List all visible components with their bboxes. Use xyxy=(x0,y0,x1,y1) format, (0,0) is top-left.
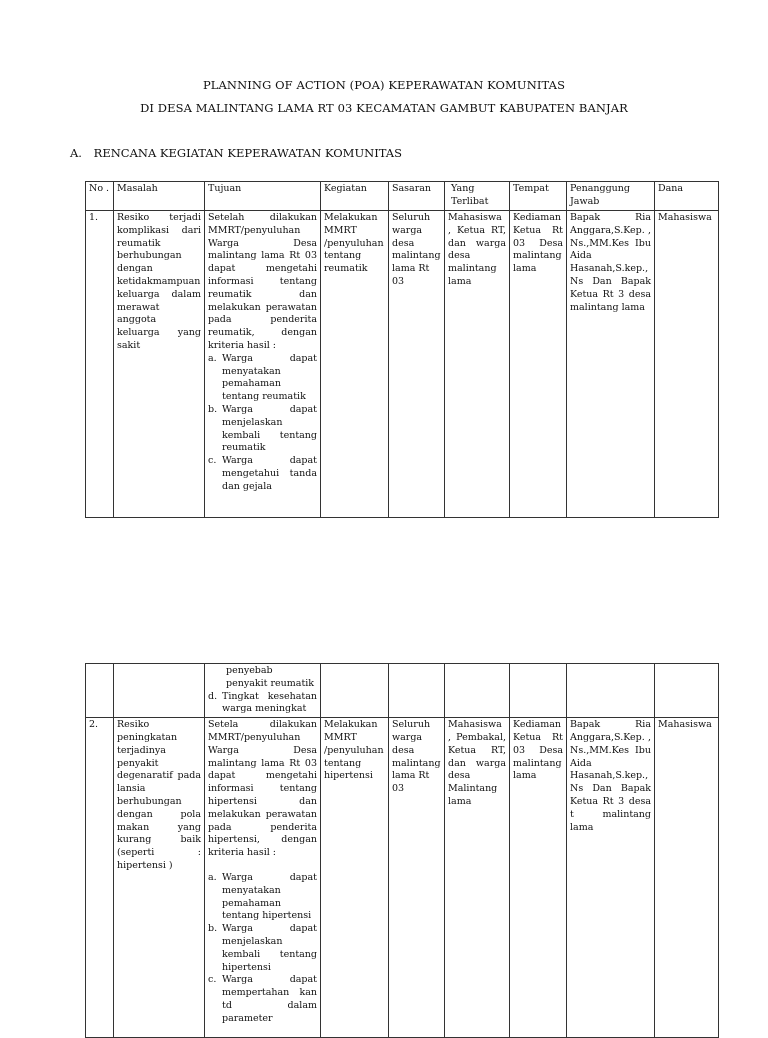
cell-tujuan xyxy=(205,211,321,518)
table-row xyxy=(86,211,719,518)
cell-kegiatan: Melakukan MMRT /penyuluhan tentang hipertensi xyxy=(321,718,389,1038)
table-row xyxy=(86,718,719,1038)
criteria-list xyxy=(208,872,317,1026)
header-cell-no: No . xyxy=(86,182,114,211)
cell-sasaran: Seluruh warga desa malintang lama Rt 03 xyxy=(389,718,445,1038)
empty-cell xyxy=(321,664,389,718)
criteria-item: d. Tingkat kesehatan warga meningkat xyxy=(208,690,317,715)
criteria-item: c. Warga dapat mengetahui tanda dan gejala xyxy=(208,455,317,492)
criteria-list xyxy=(208,353,317,404)
cell-tujuan-continued xyxy=(205,664,321,718)
criteria-continued: penyebab penyakit reumatik xyxy=(226,665,315,689)
header-cell-dana: Dana xyxy=(655,182,719,211)
cell-masalah: Resiko terjadi komplikasi dari reumatik berhubungan dengan ketidakmampuan keluarga dalam merawat anggota keluarga yang sakit xyxy=(114,211,205,518)
cell-tempat: Kediaman Ketua Rt 03 Desa malintang lama xyxy=(510,211,567,518)
header-cell-tujuan: Tujuan xyxy=(205,182,321,211)
cell-yang-terlibat: Mahasiswa , Ketua RT, dan warga desa malintang lama xyxy=(445,211,510,518)
cell-sasaran: Seluruh warga desa malintang lama Rt 03 xyxy=(389,211,445,518)
tujuan-intro: Setelah dilakukan MMRT/penyuluhan Warga Desa malintang lama Rt 03 dapat mengetahi informasi tentang reumatik dan melakukan perawatan pada penderita reumatik, dengan kriteria hasil : xyxy=(208,212,317,351)
empty-cell xyxy=(86,664,114,718)
header-cell-kegiatan: Kegiatan xyxy=(321,182,389,211)
empty-cell xyxy=(567,664,655,718)
cell-masalah: Resiko peningkatan terjadinya penyakit degenaratif pada lansia berhubungan dengan pola makan yang kurang baik (seperti : hipertensi ) xyxy=(114,718,205,1038)
header-cell-penanggung-jawab: Penanggung Jawab xyxy=(567,182,655,211)
cell-penanggung-jawab: Bapak Ria Anggara,S.Kep. , Ns.,MM.Kes Ibu Aida Hasanah,S.kep., Ns Dan Bapak Ketua Rt 3 desa t malintang lama xyxy=(567,718,655,1038)
cell-tujuan xyxy=(205,718,321,1038)
criteria-item: b. Warga dapat menjelaskan kembali tentang hipertensi xyxy=(208,923,317,973)
section-title: RENCANA KEGIATAN KEPERAWATAN KOMUNITAS xyxy=(93,146,402,160)
section-heading xyxy=(70,146,402,160)
poa-table-continued xyxy=(85,663,719,1038)
criteria-item: b. Warga dapat menjelaskan kembali tentang reumatik xyxy=(208,403,317,454)
empty-cell xyxy=(510,664,567,718)
cell-dana: Mahasiswa xyxy=(655,211,719,518)
table-row-continuation xyxy=(86,664,719,718)
cell-no: 2. xyxy=(86,718,114,1038)
cell-yang-terlibat: Mahasiswa , Pembakal, Ketua RT, dan warga desa Malintang lama xyxy=(445,718,510,1038)
document-subtitle: DI DESA MALINTANG LAMA RT 03 KECAMATAN GAMBUT KABUPATEN BANJAR xyxy=(140,101,628,115)
cell-dana: Mahasiswa xyxy=(655,718,719,1038)
cell-no: 1. xyxy=(86,211,114,518)
document-title: PLANNING OF ACTION (POA) KEPERAWATAN KOMUNITAS xyxy=(202,78,566,92)
header-cell-masalah: Masalah xyxy=(114,182,205,211)
header-cell-tempat: Tempat xyxy=(510,182,567,211)
cell-penanggung-jawab: Bapak Ria Anggara,S.Kep. , Ns.,MM.Kes Ibu Aida Hasanah,S.kep., Ns Dan Bapak Ketua Rt 3 desa malintang lama xyxy=(567,211,655,518)
criteria-list xyxy=(208,691,317,717)
empty-cell xyxy=(445,664,510,718)
empty-cell xyxy=(389,664,445,718)
empty-cell xyxy=(655,664,719,718)
empty-cell xyxy=(114,664,205,718)
header-cell-yang-terlibat: Yang Terlibat xyxy=(445,182,510,211)
section-label: A. xyxy=(70,146,82,160)
criteria-item: c. Warga dapat mempertahan kan td dalam parameter xyxy=(208,974,317,1024)
cell-tempat: Kediaman Ketua Rt 03 Desa malintang lama xyxy=(510,718,567,1038)
table-header-row xyxy=(86,182,719,211)
criteria-item: a. Warga dapat menyatakan pemahaman tentang reumatik xyxy=(208,352,317,403)
criteria-item: a. Warga dapat menyatakan pemahaman tentang hipertensi xyxy=(208,871,317,922)
tujuan-intro: Setela dilakukan MMRT/penyuluhan Warga Desa malintang lama Rt 03 dapat mengetahi informasi tentang hipertensi dan melakukan perawatan pada penderita hipertensi, dengan kriteria hasil : xyxy=(208,719,317,859)
criteria-list xyxy=(208,404,317,494)
cell-kegiatan: Melakukan MMRT /penyuluhan tentang reumatik xyxy=(321,211,389,518)
header-cell-sasaran: Sasaran xyxy=(389,182,445,211)
poa-table xyxy=(85,181,719,518)
